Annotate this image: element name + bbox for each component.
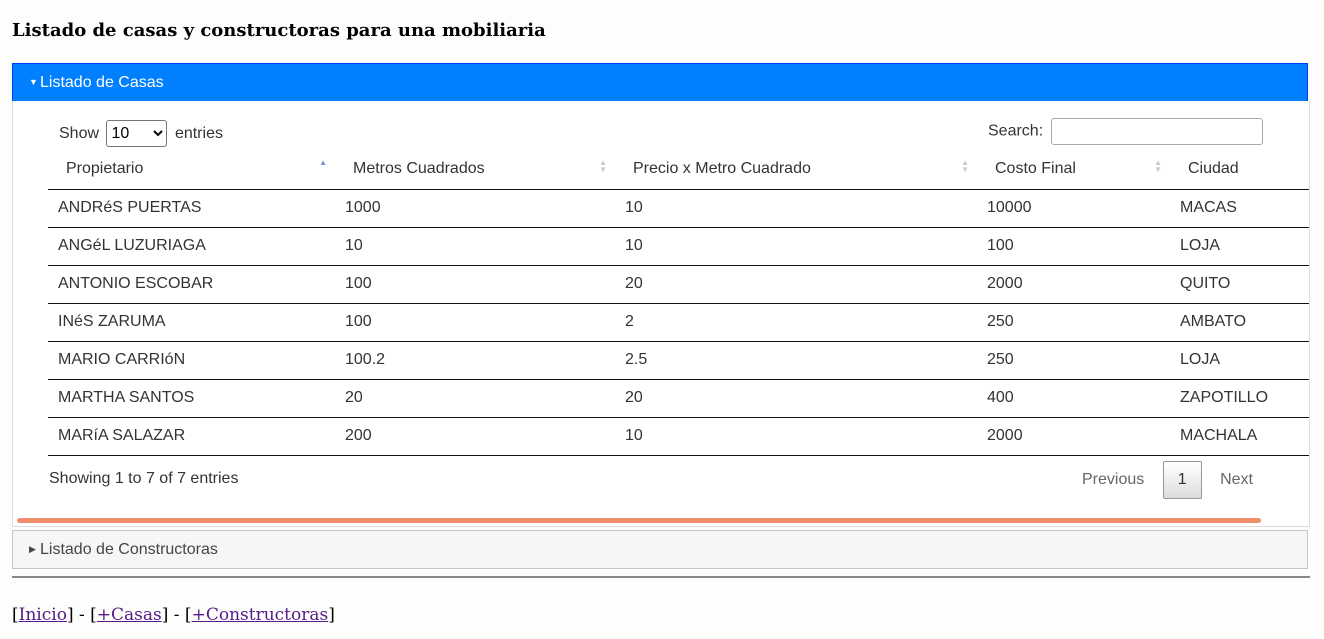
cell-costo: 250	[977, 341, 1170, 379]
search-input[interactable]	[1051, 118, 1263, 145]
cell-ciudad: QUITO	[1170, 265, 1310, 303]
page-title: Listado de casas y constructoras para una mobiliaria	[12, 20, 546, 41]
cell-propietario: MARTHA SANTOS	[48, 379, 335, 417]
divider	[12, 576, 1310, 578]
cell-ciudad: MACHALA	[1170, 417, 1310, 455]
sort-asc-icon: ▲	[319, 158, 327, 167]
cell-precio: 10	[615, 189, 977, 227]
accordion-label-constructoras: Listado de Constructoras	[40, 541, 218, 558]
cell-metros: 100	[335, 303, 615, 341]
cell-precio: 20	[615, 265, 977, 303]
accordion-header-constructoras[interactable]	[12, 530, 1308, 569]
table-row	[48, 303, 1310, 341]
cell-metros: 100.2	[335, 341, 615, 379]
sort-both-icon: ▲ ▼	[961, 158, 969, 174]
cell-costo: 250	[977, 303, 1170, 341]
column-header-propietario[interactable]: Propietario ▲	[48, 150, 335, 189]
next-button[interactable]: Next	[1220, 471, 1253, 488]
cell-costo: 100	[977, 227, 1170, 265]
table-header-row	[48, 150, 1310, 189]
cell-metros: 200	[335, 417, 615, 455]
cell-precio: 20	[615, 379, 977, 417]
previous-button[interactable]: Previous	[1082, 471, 1145, 488]
table-row	[48, 417, 1310, 455]
accordion-header-casas[interactable]	[12, 63, 1308, 102]
casas-table	[48, 150, 1310, 456]
accordion-panel-casas	[12, 101, 1310, 527]
table-row	[48, 341, 1310, 379]
accordion-label-casas: Listado de Casas	[40, 74, 164, 91]
cell-ciudad: ZAPOTILLO	[1170, 379, 1310, 417]
cell-precio: 10	[615, 227, 977, 265]
sort-both-icon: ▲ ▼	[1154, 158, 1162, 174]
page-1-button[interactable]: 1	[1163, 461, 1202, 499]
link-constructoras[interactable]: +Constructoras	[191, 605, 329, 625]
column-header-precio[interactable]: Precio x Metro Cuadrado ▲ ▼	[615, 150, 977, 189]
search-control	[988, 118, 1263, 145]
page-length-select[interactable]	[106, 120, 167, 147]
table-info: Showing 1 to 7 of 7 entries	[49, 470, 239, 487]
cell-ciudad: LOJA	[1170, 341, 1310, 379]
entries-label: entries	[174, 125, 223, 142]
cell-ciudad: MACAS	[1170, 189, 1310, 227]
table-row	[48, 189, 1310, 227]
footer-nav: [Inicio] - [+Casas] - [+Constructoras]	[12, 605, 335, 625]
cell-costo: 10000	[977, 189, 1170, 227]
table-row	[48, 379, 1310, 417]
cell-propietario: INéS ZARUMA	[48, 303, 335, 341]
cell-ciudad: AMBATO	[1170, 303, 1310, 341]
sort-both-icon: ▲ ▼	[599, 158, 607, 174]
cell-ciudad: LOJA	[1170, 227, 1310, 265]
cell-metros: 10	[335, 227, 615, 265]
horizontal-scrollbar[interactable]	[17, 518, 1261, 523]
cell-propietario: ANDRéS PUERTAS	[48, 189, 335, 227]
cell-precio: 2.5	[615, 341, 977, 379]
cell-propietario: ANGéL LUZURIAGA	[48, 227, 335, 265]
cell-costo: 2000	[977, 417, 1170, 455]
caret-right-icon: ▶	[29, 544, 36, 554]
cell-metros: 100	[335, 265, 615, 303]
column-header-costo[interactable]: Costo Final ▲ ▼	[977, 150, 1170, 189]
cell-metros: 1000	[335, 189, 615, 227]
page-length-control	[59, 120, 223, 147]
column-header-metros[interactable]: Metros Cuadrados ▲ ▼	[335, 150, 615, 189]
link-casas[interactable]: +Casas	[96, 605, 162, 625]
cell-costo: 2000	[977, 265, 1170, 303]
table-row	[48, 265, 1310, 303]
pagination	[1068, 461, 1267, 499]
cell-costo: 400	[977, 379, 1170, 417]
table-row	[48, 227, 1310, 265]
cell-propietario: MARIO CARRIóN	[48, 341, 335, 379]
column-header-ciudad[interactable]: Ciudad	[1170, 150, 1310, 189]
cell-propietario: MARíA SALAZAR	[48, 417, 335, 455]
cell-precio: 10	[615, 417, 977, 455]
search-label: Search:	[988, 122, 1044, 140]
show-label: Show	[59, 125, 100, 142]
cell-precio: 2	[615, 303, 977, 341]
link-inicio[interactable]: Inicio	[18, 605, 67, 625]
cell-propietario: ANTONIO ESCOBAR	[48, 265, 335, 303]
cell-metros: 20	[335, 379, 615, 417]
caret-down-icon: ▼	[29, 77, 38, 87]
